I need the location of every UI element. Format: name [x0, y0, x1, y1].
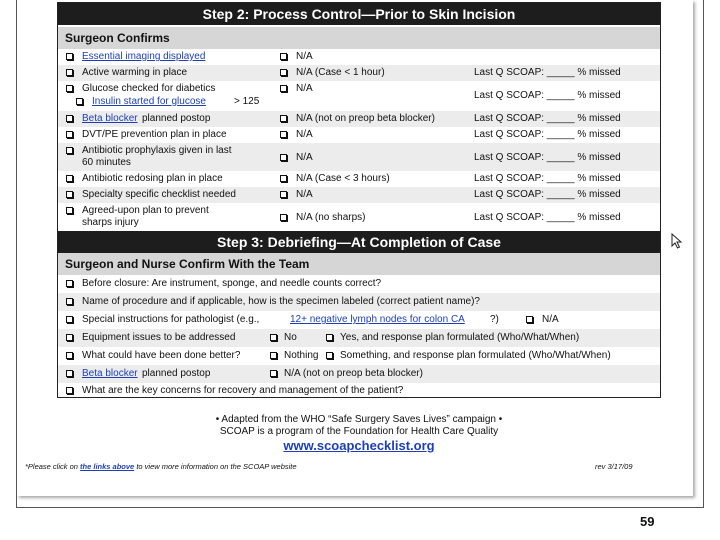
- checkbox-icon[interactable]: [66, 53, 73, 60]
- checkbox-icon[interactable]: [66, 175, 73, 182]
- footer-url-link[interactable]: www.scoapchecklist.org: [283, 438, 435, 453]
- checkbox-icon[interactable]: [280, 214, 287, 221]
- checklist-table: [57, 2, 661, 398]
- row-item-link[interactable]: 12+ negative lymph nodes for colon CA: [290, 314, 465, 325]
- row-item: What could have been done better?: [82, 350, 241, 361]
- row-scoap: Last Q SCOAP: _____ % missed: [474, 152, 621, 163]
- checkbox-icon[interactable]: [326, 334, 333, 341]
- row-item-post: planned postop: [142, 368, 211, 379]
- row-sub-tail: > 125: [234, 96, 260, 107]
- checkbox-icon[interactable]: [66, 207, 73, 214]
- row-scoap: Last Q SCOAP: _____ % missed: [474, 67, 621, 78]
- checkbox-icon[interactable]: [270, 352, 277, 359]
- checkbox-icon[interactable]: [280, 115, 287, 122]
- checkbox-icon[interactable]: [66, 298, 73, 305]
- row-sub-link[interactable]: Insulin started for glucose: [92, 96, 206, 107]
- checkbox-icon[interactable]: [66, 280, 73, 287]
- table-row: [58, 143, 660, 171]
- cursor-arrow-icon: [671, 233, 683, 249]
- table-row: [58, 347, 660, 365]
- table-row: [58, 329, 660, 347]
- footer-line-1: • Adapted from the WHO “Safe Surgery Saves Lives” campaign •: [215, 414, 503, 425]
- checkbox-icon[interactable]: [66, 191, 73, 198]
- row-na: N/A (Case < 3 hours): [296, 173, 390, 184]
- row-item-link[interactable]: Beta blocker: [82, 368, 138, 379]
- row-item: Antibiotic redosing plan in place: [82, 173, 223, 184]
- row-na: N/A (Case < 1 hour): [296, 67, 385, 78]
- checkbox-icon[interactable]: [76, 98, 83, 105]
- table-row: [58, 383, 660, 398]
- row-item-line2: 60 minutes: [82, 157, 131, 168]
- checkbox-icon[interactable]: [280, 69, 287, 76]
- checkbox-icon[interactable]: [280, 53, 287, 60]
- table-row: [58, 81, 660, 111]
- checkbox-icon[interactable]: [66, 147, 73, 154]
- table-row: [58, 171, 660, 187]
- footer-line-2: SCOAP is a program of the Foundation for Health Care Quality: [219, 426, 499, 437]
- row-item-line2: sharps injury: [82, 217, 139, 228]
- checkbox-icon[interactable]: [66, 69, 73, 76]
- row-option-1: No: [284, 332, 297, 343]
- row-na: N/A: [296, 152, 313, 163]
- row-scoap: Last Q SCOAP: _____ % missed: [474, 189, 621, 200]
- checkbox-icon[interactable]: [66, 115, 73, 122]
- table-row: [58, 187, 660, 203]
- row-item: Antibiotic prophylaxis given in last: [82, 145, 232, 156]
- checkbox-icon[interactable]: [66, 387, 73, 394]
- revision-date: rev 3/17/09: [595, 462, 633, 471]
- row-na: N/A: [296, 129, 313, 140]
- row-item: What are the key concerns for recovery and management of the patient?: [82, 385, 404, 396]
- checkbox-icon[interactable]: [66, 352, 73, 359]
- row-option-1: Nothing: [284, 350, 319, 361]
- table-row: [58, 49, 660, 65]
- checkbox-icon[interactable]: [66, 370, 73, 377]
- row-item: Glucose checked for diabetics: [82, 83, 216, 94]
- row-na: N/A (not on preop beta blocker): [296, 113, 435, 124]
- row-scoap: Last Q SCOAP: _____ % missed: [474, 113, 621, 124]
- row-scoap: Last Q SCOAP: _____ % missed: [474, 173, 621, 184]
- table-row: [58, 65, 660, 81]
- table-row: [58, 311, 660, 329]
- row-option-2: Yes, and response plan formulated (Who/What/When): [340, 332, 580, 343]
- checkbox-icon[interactable]: [66, 131, 73, 138]
- row-option-2: Something, and response plan formulated (Who/What/When): [340, 350, 611, 361]
- step2-title: Step 2: Process Control—Prior to Skin Incision: [58, 3, 660, 25]
- row-na: N/A: [542, 314, 559, 325]
- document-image: [17, 0, 693, 496]
- footer-note-link[interactable]: the links above: [80, 462, 135, 471]
- checkbox-icon[interactable]: [326, 352, 333, 359]
- row-item: Before closure: Are instrument, sponge, and needle counts correct?: [82, 278, 382, 289]
- row-item: Agreed-upon plan to prevent: [82, 205, 209, 216]
- checkbox-icon[interactable]: [526, 316, 533, 323]
- checkbox-icon[interactable]: [280, 85, 287, 92]
- table-row: [58, 365, 660, 383]
- footer: [57, 414, 661, 454]
- row-item-post: ?): [490, 314, 499, 325]
- checkbox-icon[interactable]: [66, 316, 73, 323]
- step3-section-header: Surgeon and Nurse Confirm With the Team: [58, 253, 660, 275]
- footer-note-pre: *Please click on: [25, 462, 78, 471]
- slide-frame: [16, 0, 704, 508]
- table-row: [58, 203, 660, 231]
- row-item: Specialty specific checklist needed: [82, 189, 236, 200]
- row-item-link[interactable]: Beta blocker: [82, 113, 138, 124]
- footer-note: [25, 462, 297, 471]
- row-item-tail: planned postop: [142, 113, 211, 124]
- row-item-link[interactable]: Essential imaging displayed: [82, 51, 206, 62]
- checkbox-icon[interactable]: [270, 334, 277, 341]
- row-item: Equipment issues to be addressed: [82, 332, 236, 343]
- row-na: N/A (no sharps): [296, 212, 366, 223]
- checkbox-icon[interactable]: [66, 334, 73, 341]
- step2-section-header: Surgeon Confirms: [58, 27, 660, 49]
- row-item: Active warming in place: [82, 67, 188, 78]
- row-item-pre: Special instructions for pathologist (e.g.,: [82, 314, 260, 325]
- table-row: [58, 111, 660, 127]
- step3-title: Step 3: Debriefing—At Completion of Case: [58, 231, 660, 253]
- checkbox-icon[interactable]: [270, 370, 277, 377]
- checkbox-icon[interactable]: [280, 175, 287, 182]
- row-scoap: Last Q SCOAP: _____ % missed: [474, 90, 621, 101]
- checkbox-icon[interactable]: [280, 191, 287, 198]
- checkbox-icon[interactable]: [280, 154, 287, 161]
- row-na: N/A: [296, 189, 313, 200]
- checkbox-icon[interactable]: [280, 131, 287, 138]
- table-row: [58, 293, 660, 311]
- row-na: N/A: [296, 51, 313, 62]
- page-number: 59: [640, 514, 655, 529]
- table-row: [58, 127, 660, 143]
- checkbox-icon[interactable]: [66, 85, 73, 92]
- row-na: N/A (not on preop beta blocker): [284, 368, 423, 379]
- row-item: DVT/PE prevention plan in place: [82, 129, 227, 140]
- table-row: [58, 275, 660, 293]
- row-item: Name of procedure and if applicable, how is the specimen labeled (correct patient name)?: [82, 296, 480, 307]
- footer-note-post: to view more information on the SCOAP website: [136, 462, 297, 471]
- row-na: N/A: [296, 83, 313, 94]
- row-scoap: Last Q SCOAP: _____ % missed: [474, 212, 621, 223]
- row-scoap: Last Q SCOAP: _____ % missed: [474, 129, 621, 140]
